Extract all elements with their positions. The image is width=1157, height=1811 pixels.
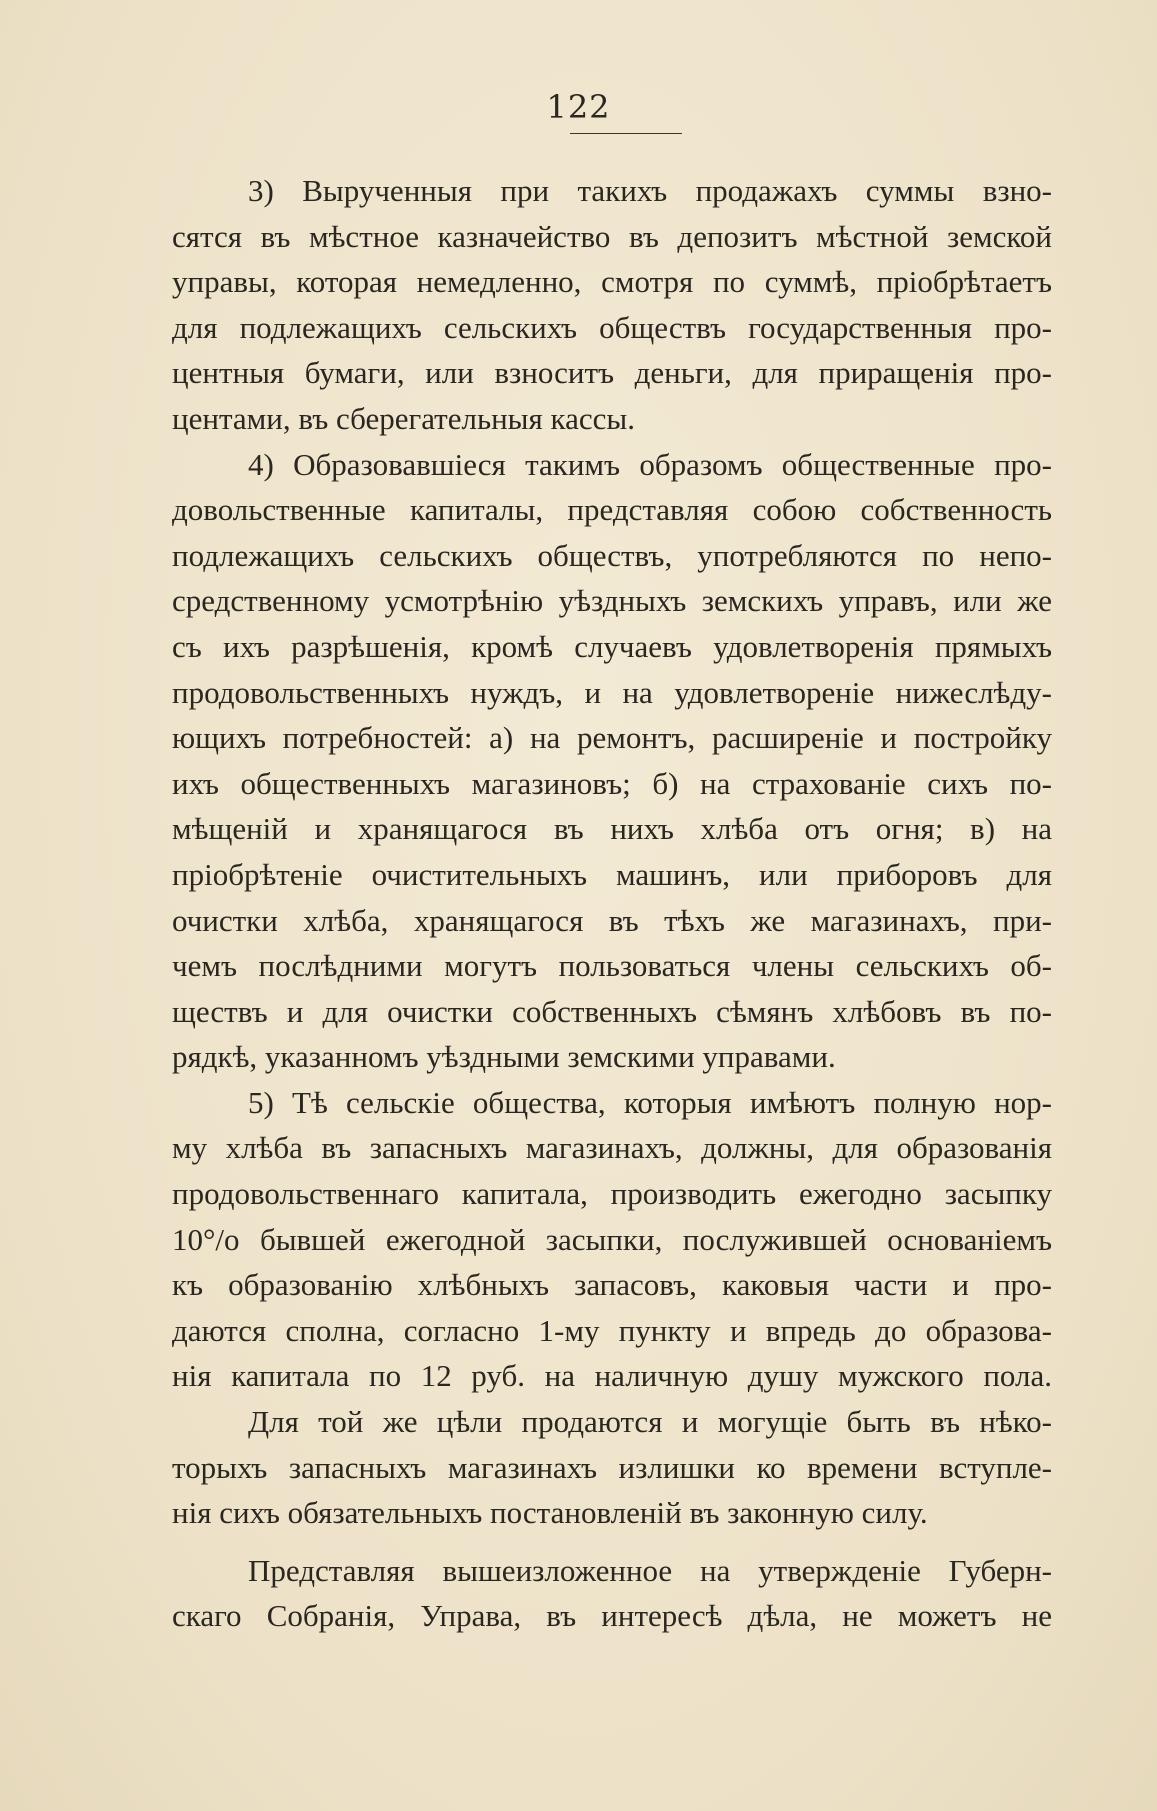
text-line: 5) Тѣ сельскіе общества, которыя имѣютъ полную нор- [248, 1084, 1052, 1120]
text-line: довольственные капиталы, представляя собою собственность [172, 492, 1052, 528]
page-number: 122 [546, 88, 611, 126]
text-line: Представляя вышеизложенное на утвержденіе Губерн- [248, 1552, 1052, 1588]
text-line: ихъ общественныхъ магазиновъ; б) на страхованіе сихъ по- [172, 765, 1052, 801]
text-line: ющихъ потребностей: а) на ремонтъ, расширеніе и постройку [172, 720, 1052, 756]
text-line: очистки хлѣба, хранящагося въ тѣхъ же магазинахъ, при- [172, 902, 1052, 938]
text-line: Для той же цѣли продаются и могущіе быть въ нѣко- [248, 1404, 1052, 1440]
text-line: центами, въ сберегательныя кассы. [172, 400, 635, 436]
text-line: подлежащихъ сельскихъ обществъ, употребляются по непо- [172, 537, 1052, 573]
text-line: ществъ и для очистки собственныхъ сѣмянъ хлѣбовъ въ по- [172, 993, 1052, 1029]
text-line: чемъ послѣдними могутъ пользоваться члены сельскихъ об- [172, 948, 1052, 984]
text-line: торыхъ запасныхъ магазинахъ излишки ко времени вступле- [172, 1449, 1052, 1485]
text-line: даются сполна, согласно 1-му пункту и впредь до образова- [172, 1312, 1052, 1348]
page-number-rule [570, 133, 682, 134]
text-line: 10°/о бывшей ежегодной засыпки, послужившей основаніемъ [172, 1221, 1052, 1257]
text-line: центныя бумаги, или взноситъ деньги, для приращенія про- [172, 355, 1052, 391]
text-line: нія капитала по 12 руб. на наличную душу мужского пола. [172, 1358, 1052, 1394]
text-line: му хлѣба въ запасныхъ магазинахъ, должны, для образованія [172, 1130, 1052, 1166]
text-line: рядкѣ, указанномъ уѣздными земскими управами. [172, 1039, 836, 1075]
body-text [172, 168, 1052, 1639]
text-line: скаго Собранія, Управа, въ интересѣ дѣла, не можетъ не [172, 1598, 1052, 1634]
text-line: средственному усмотрѣнію уѣздныхъ земскихъ управъ, или же [172, 583, 1052, 619]
text-line: съ ихъ разрѣшенія, кромѣ случаевъ удовлетворенія прямыхъ [172, 628, 1052, 664]
text-line: сятся въ мѣстное казначейство въ депозитъ мѣстной земской [172, 218, 1052, 254]
text-line: 4) Образовавшіеся такимъ образомъ общественные про- [248, 446, 1052, 482]
text-line: продовольственныхъ нуждъ, и на удовлетвореніе нижеслѣду- [172, 674, 1052, 710]
text-line: пріобрѣтеніе очистительныхъ машинъ, или приборовъ для [172, 856, 1052, 892]
text-line: мѣщеній и хранящагося въ нихъ хлѣба отъ огня; в) на [172, 811, 1052, 847]
text-line: нія сихъ обязательныхъ постановленій въ законную силу. [172, 1495, 928, 1531]
text-line: продовольственнаго капитала, производить ежегодно засыпку [172, 1176, 1052, 1212]
text-line: 3) Вырученныя при такихъ продажахъ суммы взно- [248, 173, 1052, 208]
text-line: къ образованію хлѣбныхъ запасовъ, каковыя части и про- [172, 1267, 1052, 1303]
text-line: управы, которая немедленно, смотря по суммѣ, пріобрѣтаетъ [172, 264, 1052, 300]
text-line: для подлежащихъ сельскихъ обществъ государственныя про- [172, 309, 1052, 345]
